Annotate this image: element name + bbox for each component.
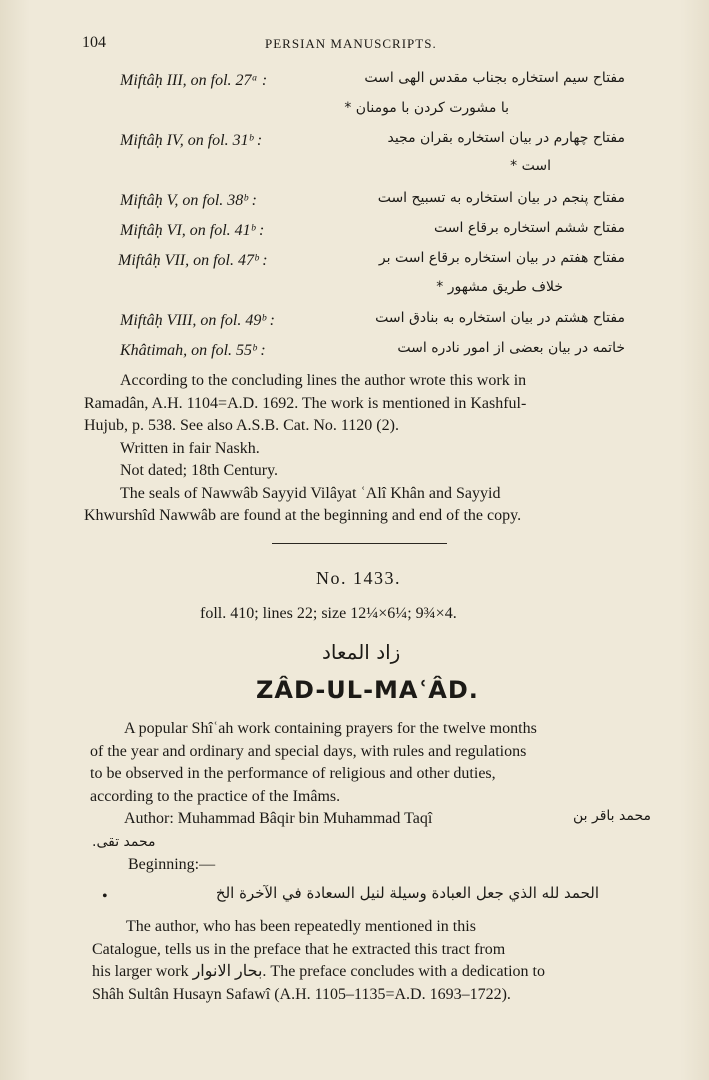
entry-label: Miftâḥ V, on fol. 38ᵇ : (120, 192, 257, 209)
entry-label: Miftâḥ III, on fol. 27ᵃ : (120, 72, 268, 89)
arabic-text: مفتاح پنجم در بیان استخاره به تسبیح است (377, 190, 625, 206)
arabic-text: مفتاح هشتم در بیان استخاره به بنادق است (375, 310, 625, 326)
arabic-title: زاد المعاد (322, 640, 401, 664)
entry-number: No. 1433. (316, 568, 401, 588)
work-title: ZÂD-UL-MAʿÂD. (256, 676, 479, 704)
description-paragraph: According to the concluding lines the author wrote this work in Ramadân, A.H. 1104=A.D. 1692. The work is mentioned in Kashful- Hujub, p. 538. See also A.S.B. Cat. No. 1120 (2). Written in fair Naskh. Not dated; 18th Century. The seals of Nawwâb Sayyid Vilâyat ʿAlî Khân and Sayyid Khwurshîd Nawwâb are found at the beginning and end of the copy. (84, 372, 527, 524)
closing-paragraph: The author, who has been repeatedly mentioned in this Catalogue, tells us in the preface that he extracted this tract from his larger work بحار الانوار. The preface concludes with a dedication to Shâh Sultân Husayn Safawî (A.H. 1105–1135=A.D. 1693–1722). (92, 918, 545, 1003)
entry-label: Miftâḥ VII, on fol. 47ᵇ : (118, 252, 268, 269)
arabic-text: با مشورت کردن با مومنان * (344, 100, 509, 116)
arabic-text: مفتاح سیم استخاره بجناب مقدس الهی است (364, 70, 625, 86)
arabic-text: محمد تقی. (92, 834, 156, 850)
arabic-text: خلاف طریق مشهور * (436, 279, 563, 295)
beginning-label: Beginning:— (128, 856, 216, 873)
running-head: PERSIAN MANUSCRIPTS. (265, 36, 437, 51)
entry-label: Miftâḥ VI, on fol. 41ᵇ : (120, 222, 265, 239)
arabic-text: الحمد لله الذي جعل العبادة وسيلة لنيل السعادة في الآخرة الخ (215, 884, 599, 902)
entry-label: Khâtimah, on fol. 55ᵇ : (120, 342, 266, 359)
arabic-text: مفتاح چهارم در بیان استخاره بقران مجید (387, 130, 625, 146)
arabic-text: است * (510, 158, 551, 174)
page-number: 104 (82, 34, 106, 51)
arabic-text: مفتاح ششم استخاره برقاع است (434, 220, 625, 236)
arabic-text: خاتمه در بیان بعضی از امور نادره است (397, 340, 625, 356)
work-description: A popular Shîʿah work containing prayers for the twelve months of the year and ordinary and special days, with rules and regulations to be observed in the performance of religious and other duties, according to the practice of the Imâms. Author: Muhammad Bâqir bin Muhammad Taqî (90, 720, 537, 827)
bullet-icon: • (102, 888, 108, 905)
entry-label: Miftâḥ IV, on fol. 31ᵇ : (120, 132, 263, 149)
folio-info: foll. 410; lines 22; size 12¼×6¼; 9¾×4. (200, 605, 457, 622)
arabic-text: مفتاح هفتم در بیان استخاره برقاع است بر (378, 250, 625, 266)
entry-label: Miftâḥ VIII, on fol. 49ᵇ : (120, 312, 275, 329)
arabic-text: محمد باقر بن (572, 808, 651, 824)
section-divider (272, 543, 447, 544)
